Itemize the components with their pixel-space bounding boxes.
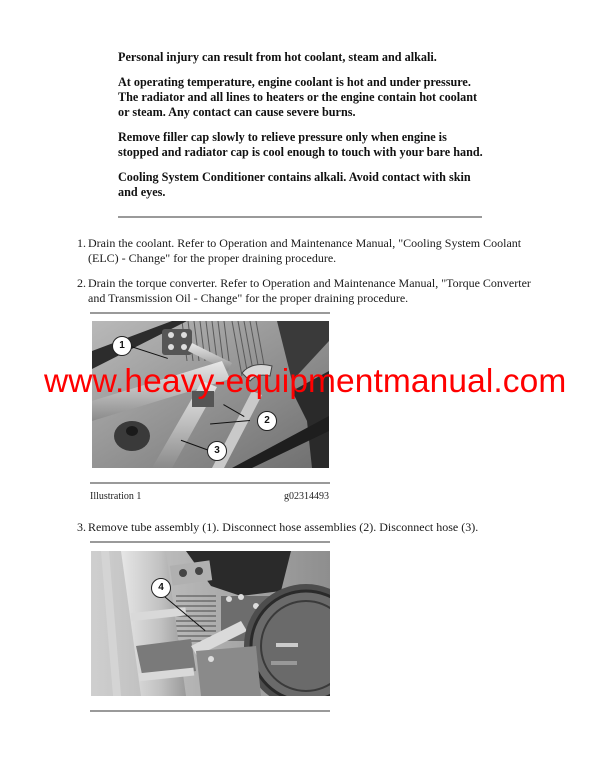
engine-photo-2 <box>91 551 330 696</box>
warning-paragraph: Personal injury can result from hot coolant, steam and alkali. <box>118 50 437 64</box>
illustration-label: Illustration 1 <box>90 491 142 502</box>
procedure-steps <box>70 236 540 316</box>
warning-block <box>118 50 488 210</box>
figure-bottom-rule <box>90 710 330 712</box>
figure-top-rule <box>90 312 330 314</box>
warning-paragraph: Remove filler cap slowly to relieve pressure only when engine is stopped and radiator cap is cool enough to touch with your bare hand. <box>118 130 483 159</box>
procedure-steps <box>70 520 540 536</box>
watermark-text: www.heavy-equipmentmanual.com <box>44 363 567 400</box>
warning-paragraph: At operating temperature, engine coolant is hot and under pressure. The radiator and all lines to heaters or the engine contain hot coolant or steam. Any contact can cause severe burns. <box>118 75 478 119</box>
step-number: 2. <box>77 276 86 290</box>
step-number: 3. <box>77 520 86 534</box>
figure-bottom-rule <box>90 482 330 484</box>
step-text: Remove tube assembly (1). Disconnect hose assemblies (2). Disconnect hose (3). <box>88 520 479 534</box>
illustration-2-image <box>91 551 330 696</box>
callout-3: 3 <box>207 441 227 461</box>
warning-paragraph: Cooling System Conditioner contains alkali. Avoid contact with skin and eyes. <box>118 170 471 199</box>
callout-1: 1 <box>112 336 132 356</box>
illustration-id: g02314493 <box>284 491 329 502</box>
callout-4: 4 <box>151 578 171 598</box>
step-number: 1. <box>77 236 86 250</box>
warning-divider <box>118 216 482 218</box>
step-text: Drain the coolant. Refer to Operation and Maintenance Manual, "Cooling System Coolant (ELC) - Change" for the proper draining procedure. <box>88 236 522 265</box>
step-text: Drain the torque converter. Refer to Operation and Maintenance Manual, "Torque Converter and Transmission Oil - Change" for the proper draining procedure. <box>88 276 531 305</box>
figure-top-rule <box>90 541 330 543</box>
callout-2: 2 <box>257 411 277 431</box>
